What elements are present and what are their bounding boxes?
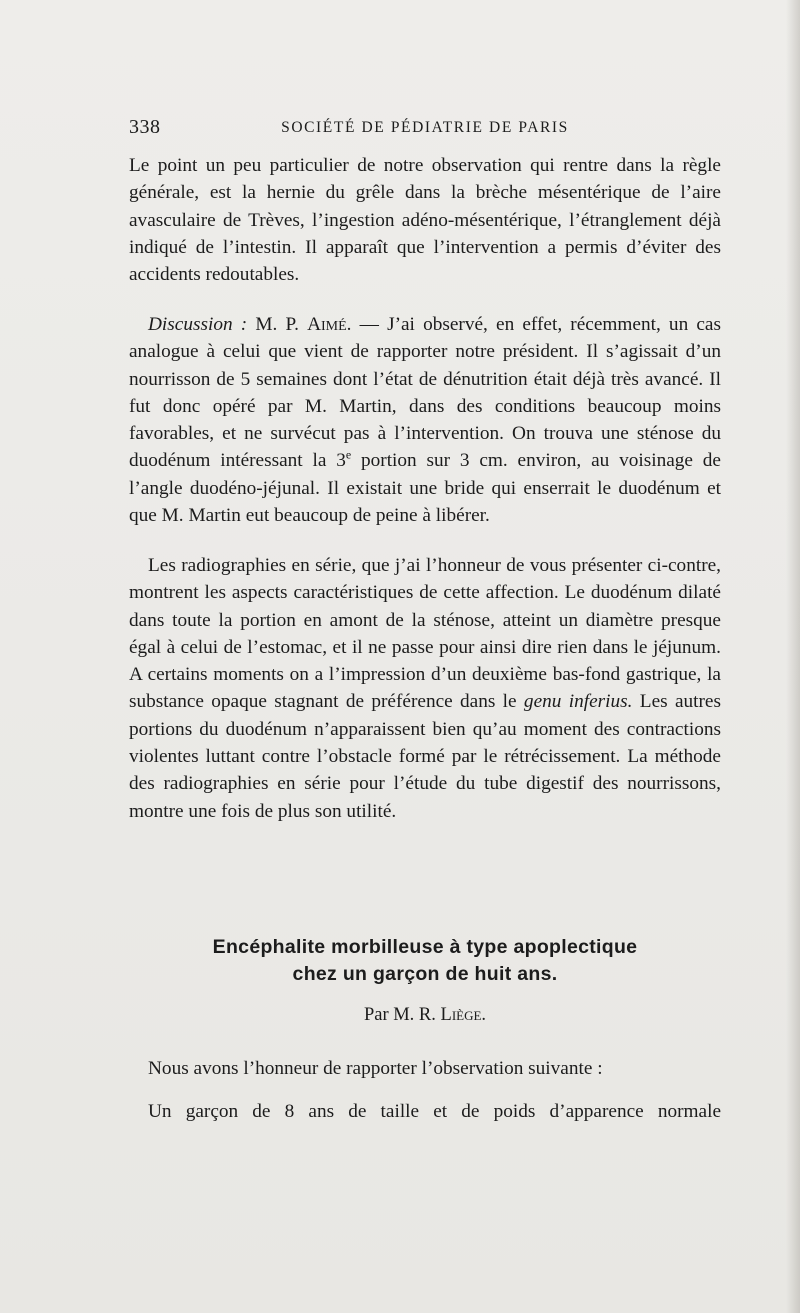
author-name: Liège.: [440, 1005, 487, 1025]
radiographies-text-b: Les autres portions du duodénum n’apparaissent bien qu’au moment des contractions violentes luttant contre l’obstacle formé par le rétrécissement. La méthode des radiographies en série pour l’étude du tube digestif des nourrissons, montre une fois de plus son utilité.: [129, 691, 721, 822]
article-title-line1: Encéphalite morbilleuse à type apoplectique: [212, 936, 638, 958]
paragraph-discussion: [129, 311, 721, 529]
speaker-name: Aimé.: [307, 314, 352, 335]
paragraph-case-start: Un garçon de 8 ans de taille et de poids d’apparence normale: [148, 1101, 721, 1122]
paragraph-intro: Nous avons l’honneur de rapporter l’observation suivante :: [148, 1058, 603, 1079]
paragraph-radiographies: [129, 552, 721, 825]
author-prefix: Par M. R.: [363, 1005, 441, 1025]
discussion-label: Discussion :: [148, 314, 248, 335]
latin-term: genu inferius.: [523, 691, 633, 713]
paragraph-conclusion: Le point un peu particulier de notre observation qui rentre dans la règle générale, est la hernie du grêle dans la brèche mésentérique de l’aire avasculaire de Trèves, l’ingestion adéno-mésentérique, l’étranglement déjà indiqué de l’intestin. Il apparaît que l’intervention a permis d’éviter des accidents redoutables.: [129, 155, 721, 286]
running-head: SOCIÉTÉ DE PÉDIATRIE DE PARIS: [281, 119, 569, 136]
article-title-line2: chez un garçon de huit ans.: [292, 963, 558, 985]
speaker-prefix: M. P.: [255, 314, 308, 335]
page-edge-shadow: [786, 0, 800, 1313]
article-author: [129, 1005, 721, 1026]
page-header: [129, 116, 721, 142]
discussion-text-a: J’ai observé, en effet, récemment, un cas analogue à celui que vient de rapporter notre président. Il s’agissait d’un nourrisson de 5 semaines dont l’état de dénutrition était déjà très avancé. Il fut donc opéré par M. Martin, dans des conditions beaucoup moins favorables, et ne survécut pas à l’intervention. On trouva une sténose du duodénum intéressant la 3: [129, 314, 721, 472]
page-number: 338: [129, 116, 161, 138]
superscript-e: e: [345, 448, 352, 463]
radiographies-text-a: Les radiographies en série, que j’ai l’honneur de vous présenter ci-contre, montrent les aspects caractéristiques de cette affection. Le duodénum dilaté dans toute la portion en amont de la sténose, atteint un diamètre presque égal à celui de l’estomac, et il ne passe pour ainsi dire rien dans le jéjunum. A certains moments on a l’impression d’un deuxième bas-fond gastrique, la substance opaque stagnant de préférence dans le: [129, 555, 721, 713]
dash: —: [351, 314, 388, 335]
discussion-text-b: portion sur 3 cm. environ, au voisinage de l’angle duodéno-jéjunal. Il existait une bride qui enserrait le duodénum et que M. Martin eut beaucoup de peine à libérer.: [129, 450, 721, 527]
article-title: [129, 934, 721, 988]
